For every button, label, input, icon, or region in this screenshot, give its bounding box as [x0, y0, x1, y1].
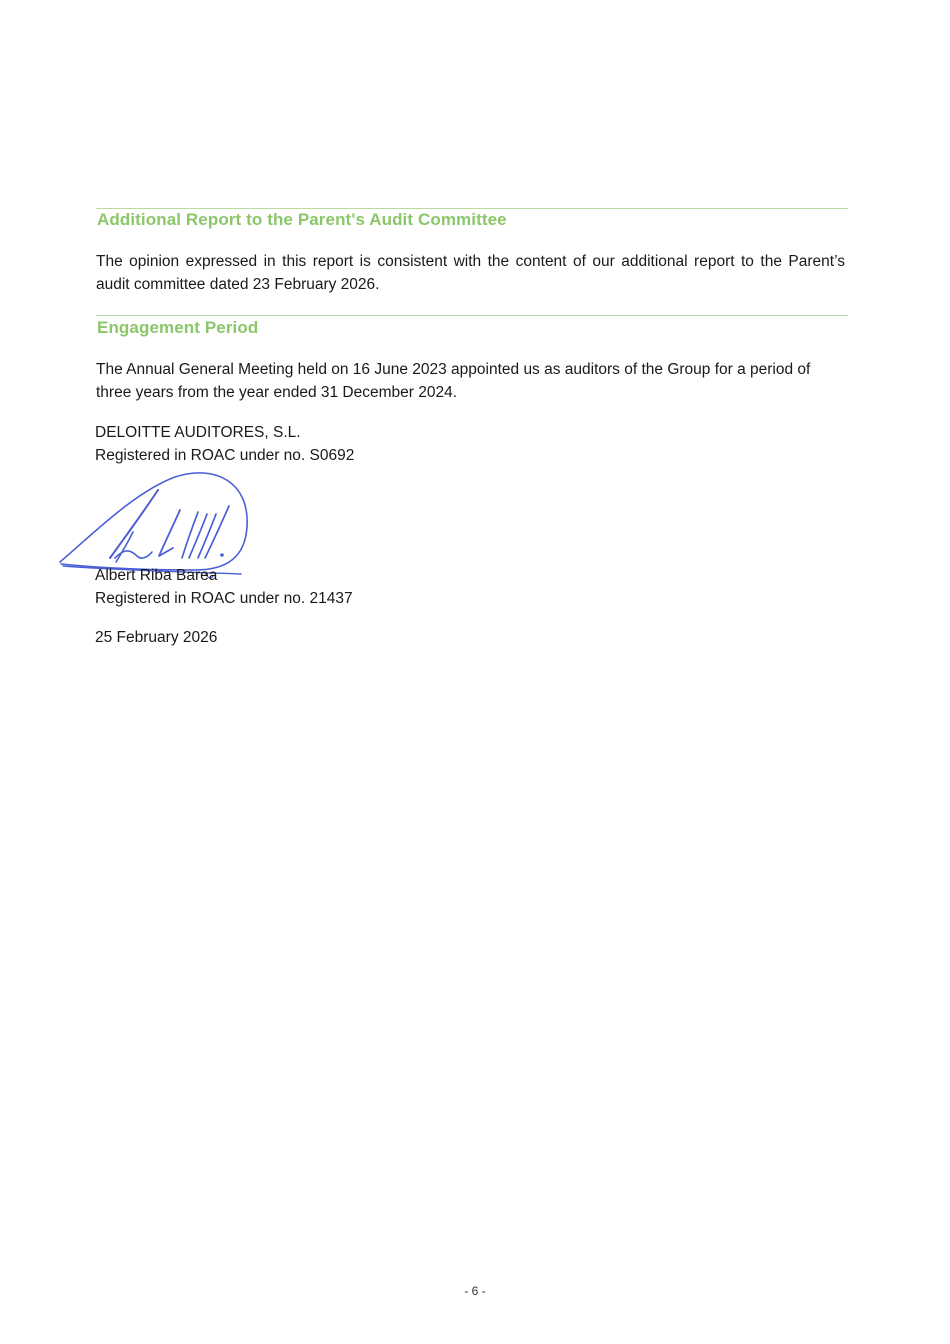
firm-name: DELOITTE AUDITORES, S.L.	[95, 424, 301, 441]
section-heading-audit-committee: Additional Report to the Parent's Audit Committee	[97, 210, 507, 229]
firm-registration: Registered in ROAC under no. S0692	[95, 447, 355, 464]
report-date: 25 February 2026	[95, 629, 218, 646]
paragraph-audit-committee: The opinion expressed in this report is consistent with the content of our additional report to the Parent’s audit committee dated 23 February 2026.	[96, 253, 845, 293]
section-heading-engagement-period: Engagement Period	[97, 318, 259, 337]
signatory-name: Albert Riba Barea	[95, 567, 218, 584]
section-divider-audit-committee	[96, 208, 848, 209]
paragraph-engagement-period: The Annual General Meeting held on 16 June 2023 appointed us as auditors of the Group for a period of three years from the year ended 31 December 2024.	[96, 361, 811, 401]
page-number: - 6 -	[464, 1284, 486, 1298]
section-divider-engagement-period	[96, 315, 848, 316]
signatory-registration: Registered in ROAC under no. 21437	[95, 590, 353, 607]
